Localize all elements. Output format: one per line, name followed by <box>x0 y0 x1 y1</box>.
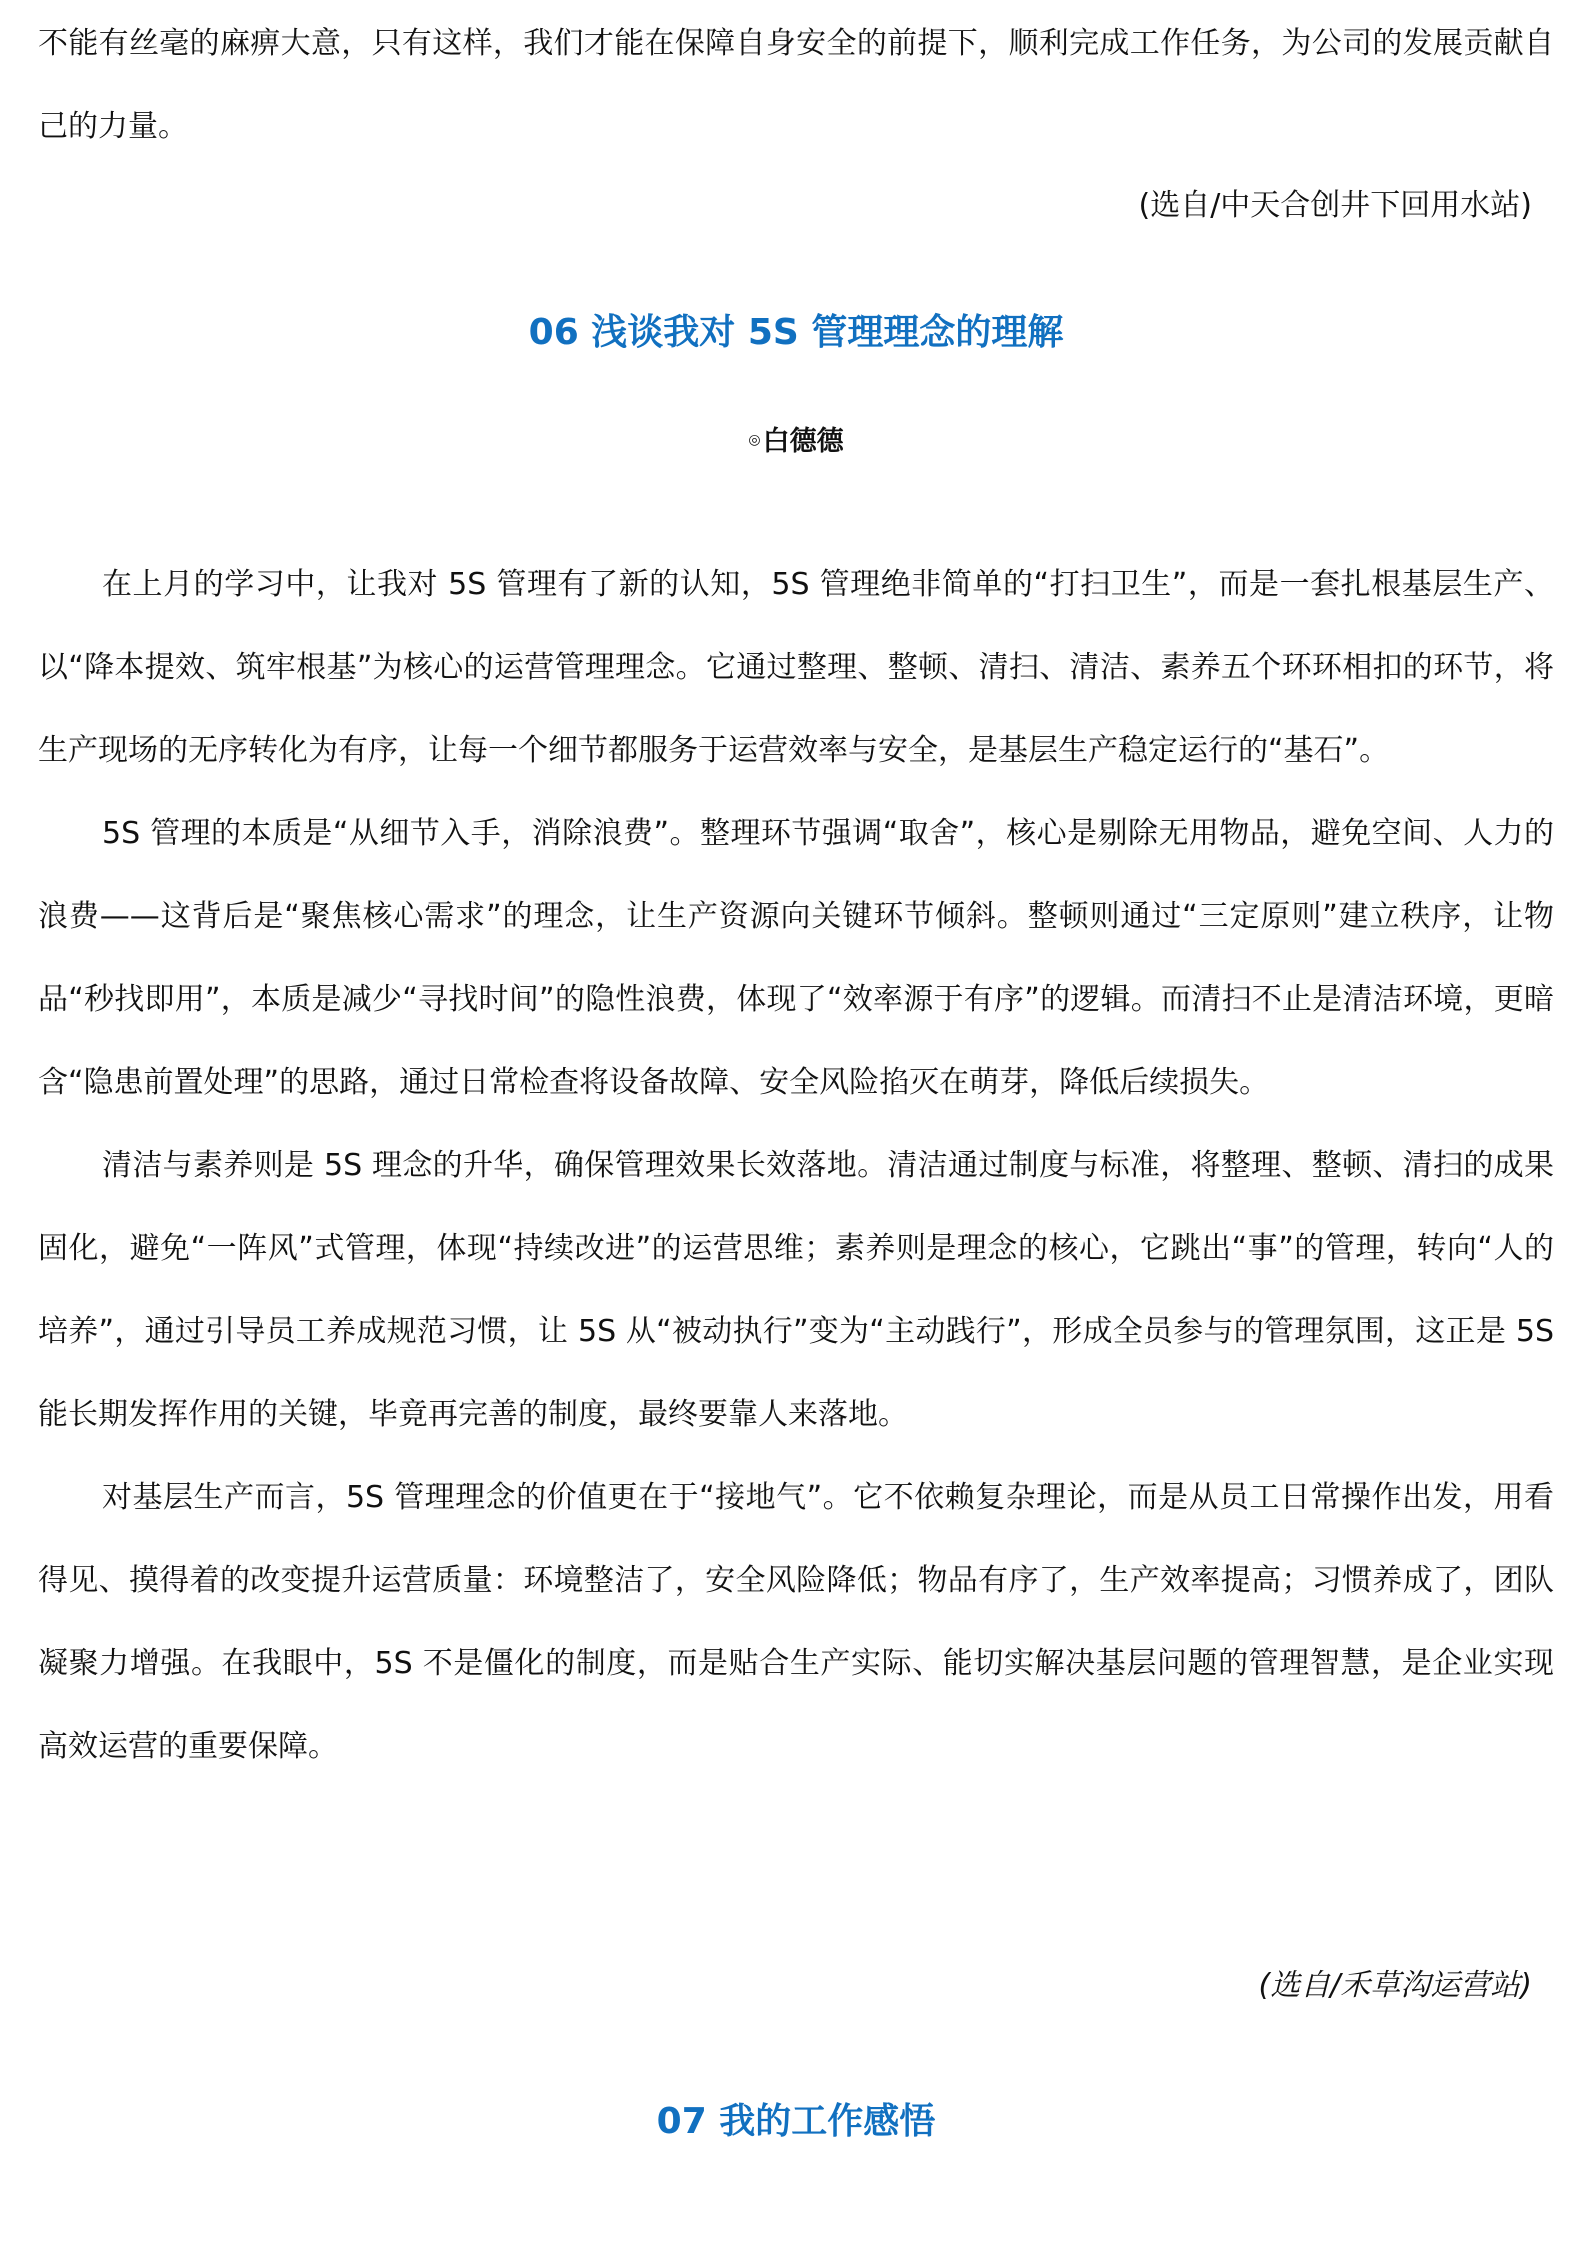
article-paragraph: 5S 管理的本质是“从细节入手，消除浪费”。整理环节强调“取舍”，核心是剔除无用物品，避免空间、人力的浪费——这背后是“聚焦核心需求”的理念，让生产资源向关键环节倾斜。整顿则通过“三定原则”建立秩序，让物品“秒找即用”，本质是减少“寻找时间”的隐性浪费，体现了“效率源于有序”的逻辑。而清扫不止是清洁环境，更暗含“隐患前置处理”的思路，通过日常检查将设备故障、安全风险掐灭在萌芽，降低后续损失。 <box>38 816 1554 1100</box>
article-attribution: (选自/禾草沟运营站) <box>1258 1968 1532 2003</box>
article-heading: 06 浅谈我对 5S 管理理念的理解 <box>528 312 1064 353</box>
author-byline <box>38 418 1554 464</box>
previous-article-attribution: (选自/中天合创井下回用水站) <box>1138 188 1532 223</box>
previous-article-closing-text: 不能有丝毫的麻痹大意，只有这样，我们才能在保障自身安全的前提下，顺利完成工作任务，为公司的发展贡献自己的力量。 <box>38 26 1554 144</box>
author-mark-icon: ◎ <box>748 432 761 448</box>
article-paragraph: 清洁与素养则是 5S 理念的升华，确保管理效果长效落地。清洁通过制度与标准，将整理、整顿、清扫的成果固化，避免“一阵风”式管理，体现“持续改进”的运营思维；素养则是理念的核心，它跳出“事”的管理，转向“人的培养”，通过引导员工养成规范习惯，让 5S 从“被动执行”变为“主动践行”，形成全员参与的管理氛围，这正是 5S 能长期发挥作用的关键，毕竟再完善的制度，最终要靠人来落地。 <box>38 1148 1554 1432</box>
article-paragraph: 在上月的学习中，让我对 5S 管理有了新的认知，5S 管理绝非简单的“打扫卫生”，而是一套扎根基层生产、以“降本提效、筑牢根基”为核心的运营管理理念。它通过整理、整顿、清扫、清洁、素养五个环环相扣的环节，将生产现场的无序转化为有序，让每一个细节都服务于运营效率与安全，是基层生产稳定运行的“基石”。 <box>38 567 1554 768</box>
next-article-heading: 07 我的工作感悟 <box>656 2101 936 2142</box>
article-body <box>38 543 1554 1788</box>
author-name: 白德德 <box>762 426 844 457</box>
article-paragraph: 对基层生产而言，5S 管理理念的价值更在于“接地气”。它不依赖复杂理论，而是从员工日常操作出发，用看得见、摸得着的改变提升运营质量：环境整洁了，安全风险降低；物品有序了，生产效率提高；习惯养成了，团队凝聚力增强。在我眼中，5S 不是僵化的制度，而是贴合生产实际、能切实解决基层问题的管理智慧，是企业实现高效运营的重要保障。 <box>38 1480 1554 1764</box>
